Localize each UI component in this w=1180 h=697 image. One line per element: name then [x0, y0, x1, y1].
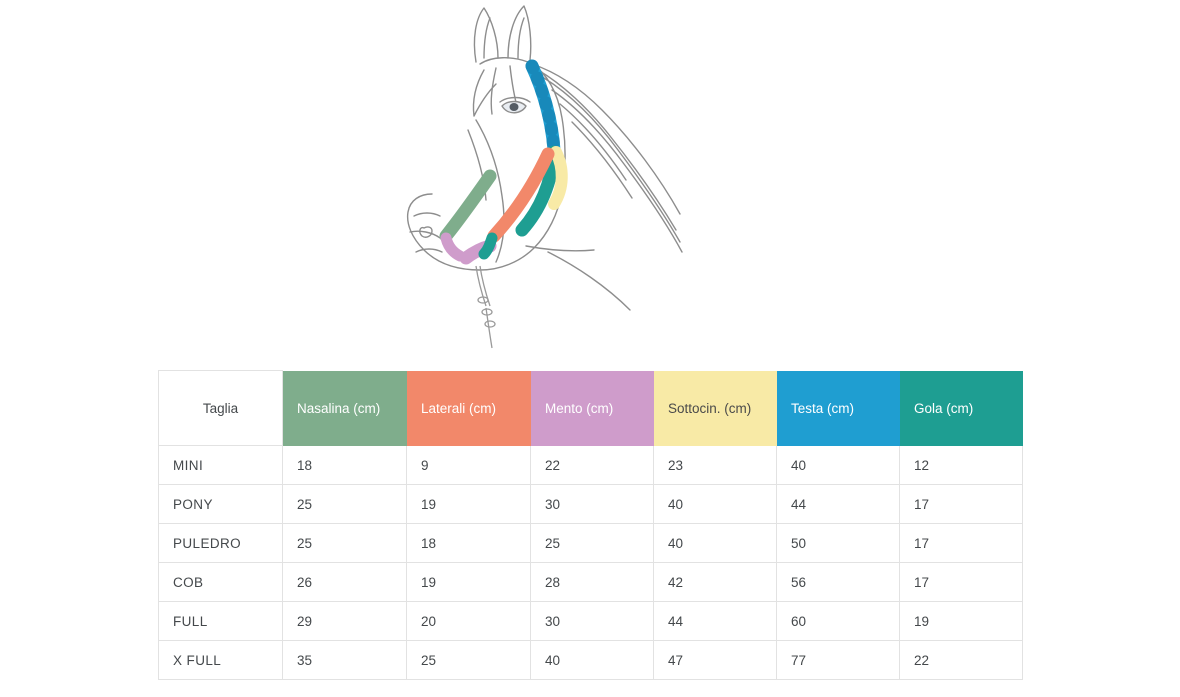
cell-sottocin: 40: [654, 524, 777, 563]
cell-testa: 56: [777, 563, 900, 602]
cell-laterali: 25: [407, 641, 531, 680]
table-header: [159, 371, 1023, 446]
cell-sottocin: 47: [654, 641, 777, 680]
size-table-container: [158, 370, 1022, 680]
cell-gola: 17: [900, 563, 1023, 602]
cell-mento: 40: [531, 641, 654, 680]
cell-laterali: 18: [407, 524, 531, 563]
cell-gola: 12: [900, 446, 1023, 485]
cell-nasalina: 25: [283, 485, 407, 524]
column-header-testa: Testa (cm): [777, 371, 900, 446]
column-header-nasalina: Nasalina (cm): [283, 371, 407, 446]
cell-testa: 77: [777, 641, 900, 680]
cell-gola: 17: [900, 524, 1023, 563]
cell-nasalina: 35: [283, 641, 407, 680]
cell-nasalina: 29: [283, 602, 407, 641]
table-row: [159, 524, 1023, 563]
column-header-mento: Mento (cm): [531, 371, 654, 446]
table-row: [159, 602, 1023, 641]
cell-size: X FULL: [159, 641, 283, 680]
table-row: [159, 446, 1023, 485]
cell-gola: 22: [900, 641, 1023, 680]
table-row: [159, 641, 1023, 680]
cell-mento: 30: [531, 602, 654, 641]
cell-laterali: 20: [407, 602, 531, 641]
cell-nasalina: 26: [283, 563, 407, 602]
table-body: [159, 446, 1023, 680]
cell-mento: 25: [531, 524, 654, 563]
cell-size: FULL: [159, 602, 283, 641]
table-row: [159, 563, 1023, 602]
cell-testa: 44: [777, 485, 900, 524]
cell-sottocin: 44: [654, 602, 777, 641]
cell-nasalina: 18: [283, 446, 407, 485]
cell-nasalina: 25: [283, 524, 407, 563]
horse-halter-drawing: [380, 0, 800, 360]
column-header-sottocin: Sottocin. (cm): [654, 371, 777, 446]
cell-size: COB: [159, 563, 283, 602]
cell-gola: 17: [900, 485, 1023, 524]
column-header-taglia: Taglia: [159, 371, 283, 446]
cell-laterali: 9: [407, 446, 531, 485]
strap-nasalina: [446, 176, 490, 236]
cell-mento: 30: [531, 485, 654, 524]
cell-mento: 22: [531, 446, 654, 485]
cell-size: PULEDRO: [159, 524, 283, 563]
cell-size: PONY: [159, 485, 283, 524]
table-row: [159, 485, 1023, 524]
cell-sottocin: 23: [654, 446, 777, 485]
cell-testa: 40: [777, 446, 900, 485]
cell-sottocin: 42: [654, 563, 777, 602]
column-header-gola: Gola (cm): [900, 371, 1023, 446]
cell-testa: 50: [777, 524, 900, 563]
cell-sottocin: 40: [654, 485, 777, 524]
column-header-laterali: Laterali (cm): [407, 371, 531, 446]
cell-mento: 28: [531, 563, 654, 602]
table-header-row: [159, 371, 1023, 446]
cell-testa: 60: [777, 602, 900, 641]
size-table: [158, 370, 1023, 680]
cell-laterali: 19: [407, 563, 531, 602]
cell-gola: 19: [900, 602, 1023, 641]
cell-size: MINI: [159, 446, 283, 485]
cell-laterali: 19: [407, 485, 531, 524]
